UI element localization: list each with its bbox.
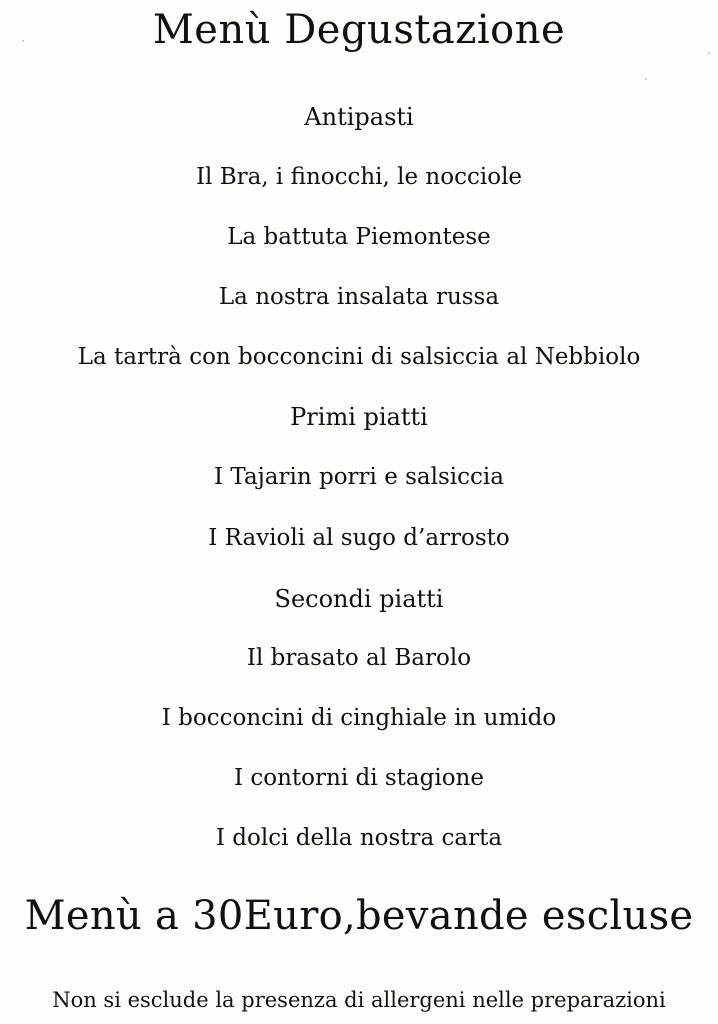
section-heading-antipasti: Antipasti — [304, 103, 414, 131]
scan-speck — [645, 78, 647, 80]
section-heading-primi-piatti: Primi piatti — [290, 403, 428, 431]
menu-item: I Tajarin porri e salsiccia — [214, 464, 504, 490]
menu-item: La tartrà con bocconcini di salsiccia al Nebbiolo — [77, 344, 641, 370]
menu-item: La battuta Piemontese — [227, 224, 491, 250]
menu-title: Menù Degustazione — [152, 7, 566, 53]
menu-item: I contorni di stagione — [233, 765, 484, 791]
scan-speck — [22, 40, 24, 42]
section-heading-secondi-piatti: Secondi piatti — [274, 585, 444, 613]
allergen-note: Non si esclude la presenza di allergeni nelle preparazioni — [52, 988, 666, 1012]
menu-item: Il Bra, i finocchi, le nocciole — [195, 164, 523, 190]
menu-item: I Ravioli al sugo d’arrosto — [208, 525, 510, 551]
menu-item: I dolci della nostra carta — [215, 825, 503, 851]
menu-item: I bocconcini di cinghiale in umido — [161, 705, 557, 731]
menu-item: Il brasato al Barolo — [246, 645, 472, 671]
menu-item: La nostra insalata russa — [218, 284, 500, 310]
scan-speck — [708, 52, 710, 54]
price-line: Menù a 30Euro,bevande escluse — [24, 893, 694, 939]
